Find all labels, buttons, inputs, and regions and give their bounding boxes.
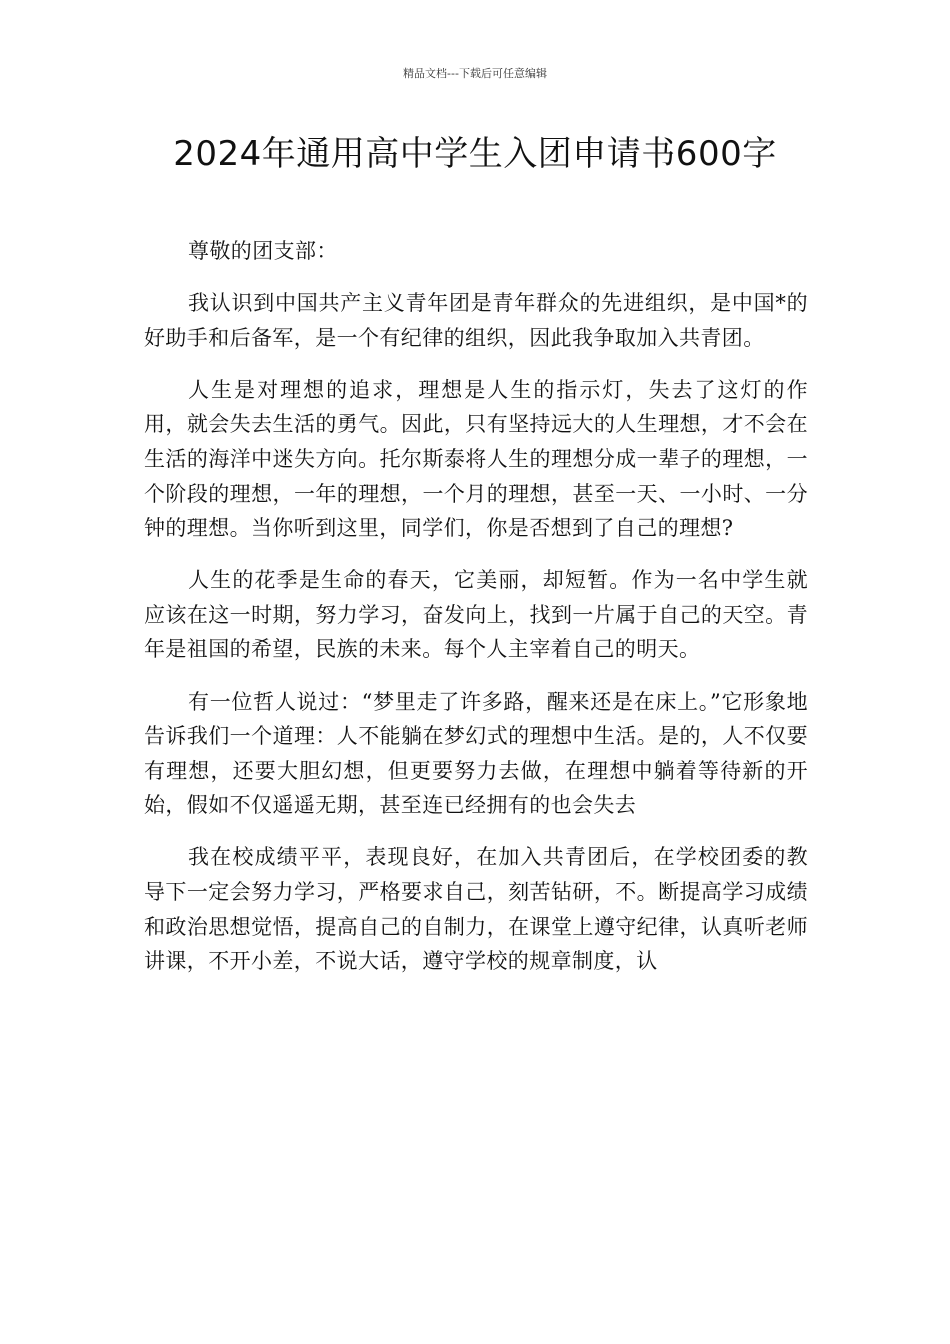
document-body (144, 234, 808, 996)
paragraph-2: 人生是对理想的追求，理想是人生的指示灯，失去了这灯的作用，就会失去生活的勇气。因此，只有坚持远大的人生理想，才不会在生活的海洋中迷失方向。托尔斯泰将人生的理想分成一辈子的理想，一个阶段的理想，一年的理想，一个月的理想，甚至一天、一小时、一分钟的理想。当你听到这里，同学们，你是否想到了自己的理想? (144, 377, 808, 541)
salutation: 尊敬的团支部： (188, 239, 338, 263)
paragraph-5: 我在校成绩平平，表现良好，在加入共青团后，在学校团委的教导下一定会努力学习，严格要求自己，刻苦钻研，不。断提高学习成绩和政治思想觉悟，提高自己的自制力，在课堂上遵守纪律，认真听老师讲课，不开小差，不说大话，遵守学校的规章制度，认 (144, 845, 808, 974)
document-title: 2024年通用高中学生入团申请书600字 (173, 134, 777, 174)
paragraph-3: 人生的花季是生命的春天，它美丽，却短暂。作为一名中学生就应该在这一时期，努力学习，奋发向上，找到一片属于自己的天空。青年是祖国的希望，民族的未来。每个人主宰着自己的明天。 (144, 568, 808, 662)
paragraph-4: 有一位哲人说过：“梦里走了许多路，醒来还是在床上。”它形象地告诉我们一个道理：人不能躺在梦幻式的理想中生活。是的，人不仅要有理想，还要大胆幻想，但更要努力去做，在理想中躺着等待新的开始，假如不仅遥遥无期，甚至连已经拥有的也会失去 (144, 689, 808, 818)
page-header-note: 精品文档---下载后可任意编辑 (403, 67, 547, 80)
paragraph-1: 我认识到中国共产主义青年团是青年群众的先进组织，是中国*的好助手和后备军，是一个有纪律的组织，因此我争取加入共青团。 (144, 291, 808, 350)
